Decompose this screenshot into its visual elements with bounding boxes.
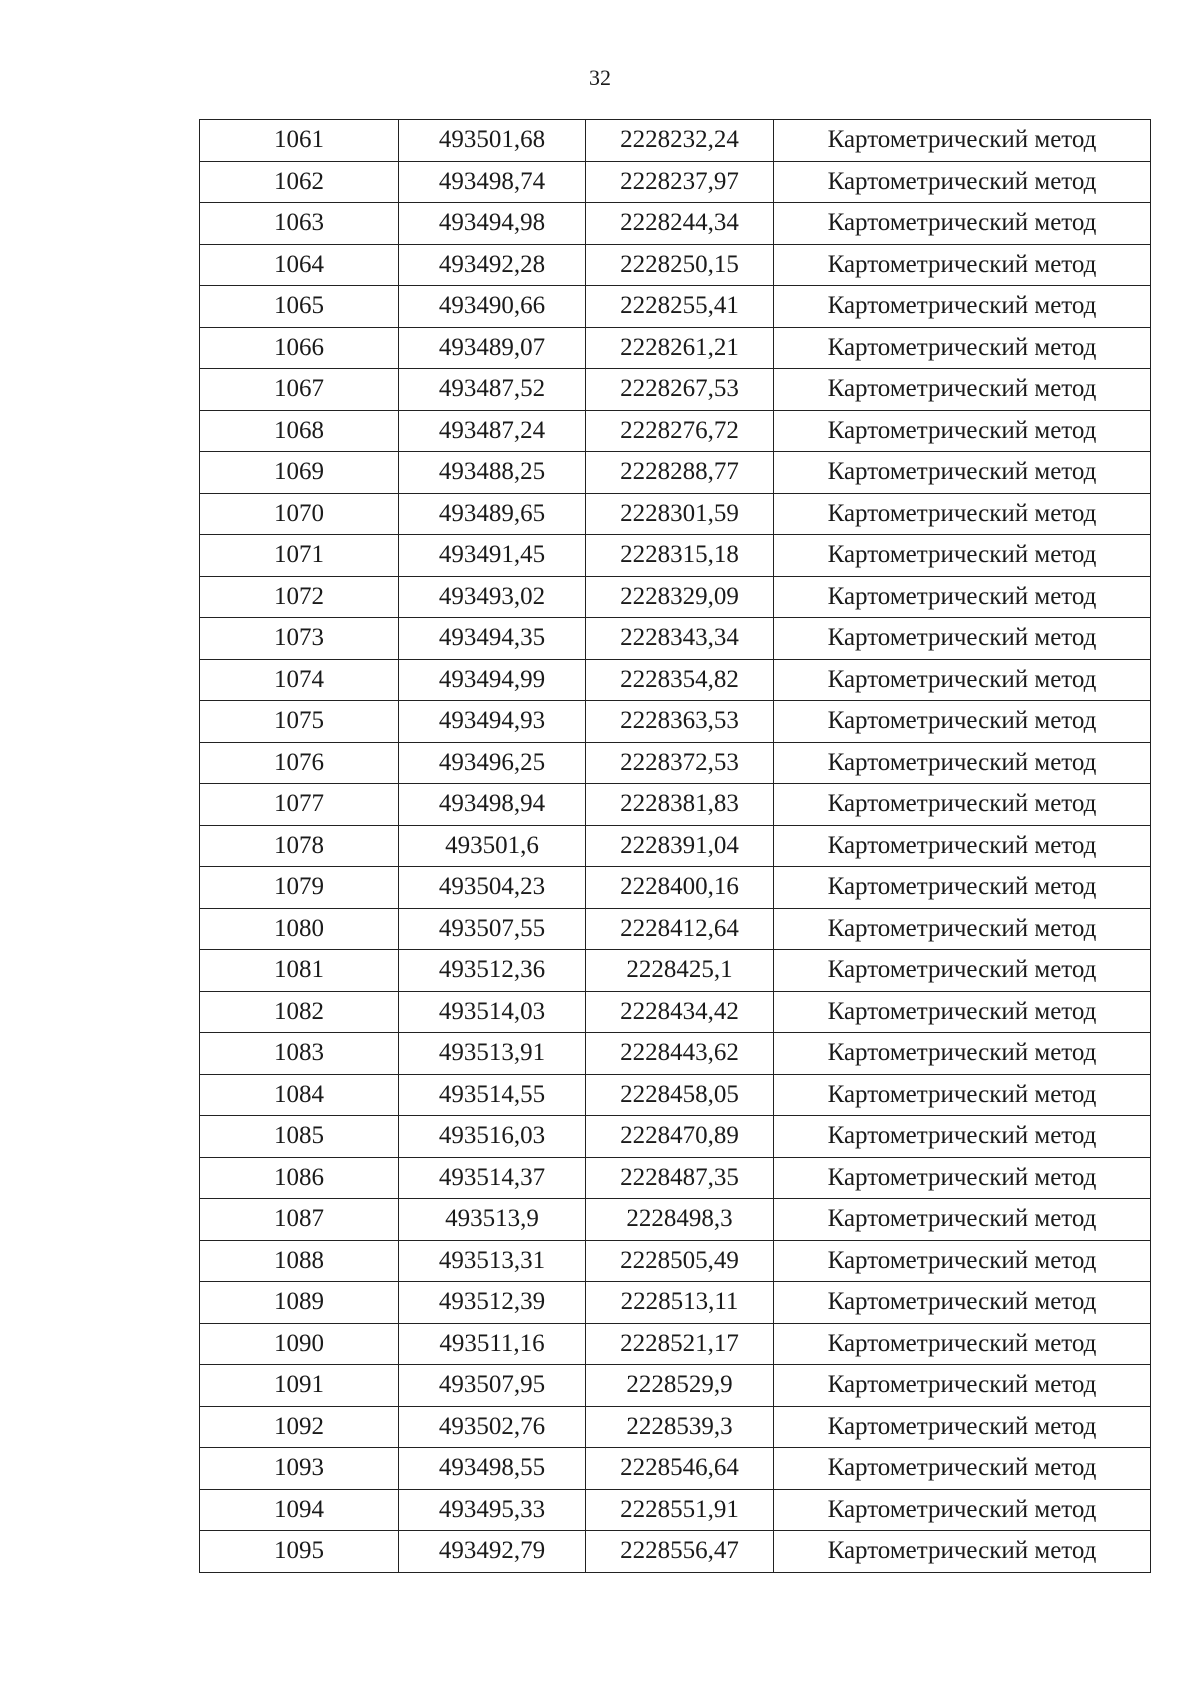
coordinates-table-body	[200, 120, 1151, 1573]
method-cell: Картометрический метод	[774, 1365, 1151, 1407]
method-cell: Картометрический метод	[774, 410, 1151, 452]
x-coordinate-cell: 493490,66	[399, 286, 586, 328]
method-cell: Картометрический метод	[774, 618, 1151, 660]
table-row	[200, 286, 1151, 328]
x-coordinate-cell: 493513,91	[399, 1033, 586, 1075]
x-coordinate-cell: 493514,03	[399, 991, 586, 1033]
x-coordinate-cell: 493501,68	[399, 120, 586, 162]
y-coordinate-cell: 2228505,49	[586, 1240, 774, 1282]
y-coordinate-cell: 2228372,53	[586, 742, 774, 784]
method-cell: Картометрический метод	[774, 203, 1151, 245]
table-row	[200, 1365, 1151, 1407]
page-number: 32	[589, 65, 611, 90]
table-row	[200, 659, 1151, 701]
point-number-cell: 1090	[200, 1323, 399, 1365]
table-row	[200, 618, 1151, 660]
x-coordinate-cell: 493513,31	[399, 1240, 586, 1282]
x-coordinate-cell: 493498,55	[399, 1448, 586, 1490]
point-number-cell: 1081	[200, 950, 399, 992]
table-row	[200, 1033, 1151, 1075]
point-number-cell: 1080	[200, 908, 399, 950]
x-coordinate-cell: 493494,93	[399, 701, 586, 743]
point-number-cell: 1085	[200, 1116, 399, 1158]
point-number-cell: 1079	[200, 867, 399, 909]
x-coordinate-cell: 493494,98	[399, 203, 586, 245]
y-coordinate-cell: 2228487,35	[586, 1157, 774, 1199]
method-cell: Картометрический метод	[774, 327, 1151, 369]
y-coordinate-cell: 2228425,1	[586, 950, 774, 992]
method-cell: Картометрический метод	[774, 784, 1151, 826]
point-number-cell: 1094	[200, 1489, 399, 1531]
y-coordinate-cell: 2228391,04	[586, 825, 774, 867]
x-coordinate-cell: 493502,76	[399, 1406, 586, 1448]
table-row	[200, 452, 1151, 494]
point-number-cell: 1072	[200, 576, 399, 618]
y-coordinate-cell: 2228498,3	[586, 1199, 774, 1241]
point-number-cell: 1091	[200, 1365, 399, 1407]
x-coordinate-cell: 493512,39	[399, 1282, 586, 1324]
point-number-cell: 1061	[200, 120, 399, 162]
table-row	[200, 410, 1151, 452]
table-row	[200, 1448, 1151, 1490]
x-coordinate-cell: 493507,55	[399, 908, 586, 950]
x-coordinate-cell: 493492,79	[399, 1531, 586, 1573]
method-cell: Картометрический метод	[774, 825, 1151, 867]
method-cell: Картометрический метод	[774, 161, 1151, 203]
x-coordinate-cell: 493491,45	[399, 535, 586, 577]
x-coordinate-cell: 493511,16	[399, 1323, 586, 1365]
point-number-cell: 1071	[200, 535, 399, 577]
y-coordinate-cell: 2228343,34	[586, 618, 774, 660]
x-coordinate-cell: 493498,74	[399, 161, 586, 203]
point-number-cell: 1083	[200, 1033, 399, 1075]
y-coordinate-cell: 2228529,9	[586, 1365, 774, 1407]
method-cell: Картометрический метод	[774, 244, 1151, 286]
method-cell: Картометрический метод	[774, 576, 1151, 618]
y-coordinate-cell: 2228434,42	[586, 991, 774, 1033]
method-cell: Картометрический метод	[774, 908, 1151, 950]
method-cell: Картометрический метод	[774, 991, 1151, 1033]
point-number-cell: 1065	[200, 286, 399, 328]
table-row	[200, 825, 1151, 867]
point-number-cell: 1075	[200, 701, 399, 743]
x-coordinate-cell: 493514,37	[399, 1157, 586, 1199]
method-cell: Картометрический метод	[774, 1406, 1151, 1448]
point-number-cell: 1064	[200, 244, 399, 286]
method-cell: Картометрический метод	[774, 1199, 1151, 1241]
x-coordinate-cell: 493507,95	[399, 1365, 586, 1407]
y-coordinate-cell: 2228539,3	[586, 1406, 774, 1448]
x-coordinate-cell: 493488,25	[399, 452, 586, 494]
method-cell: Картометрический метод	[774, 1074, 1151, 1116]
table-row	[200, 369, 1151, 411]
method-cell: Картометрический метод	[774, 120, 1151, 162]
x-coordinate-cell: 493512,36	[399, 950, 586, 992]
method-cell: Картометрический метод	[774, 1282, 1151, 1324]
table-row	[200, 991, 1151, 1033]
y-coordinate-cell: 2228276,72	[586, 410, 774, 452]
table-row	[200, 1116, 1151, 1158]
y-coordinate-cell: 2228354,82	[586, 659, 774, 701]
point-number-cell: 1062	[200, 161, 399, 203]
table-row	[200, 535, 1151, 577]
method-cell: Картометрический метод	[774, 1489, 1151, 1531]
method-cell: Картометрический метод	[774, 1531, 1151, 1573]
method-cell: Картометрический метод	[774, 1157, 1151, 1199]
point-number-cell: 1087	[200, 1199, 399, 1241]
y-coordinate-cell: 2228267,53	[586, 369, 774, 411]
table-row	[200, 576, 1151, 618]
x-coordinate-cell: 493496,25	[399, 742, 586, 784]
x-coordinate-cell: 493498,94	[399, 784, 586, 826]
x-coordinate-cell: 493494,99	[399, 659, 586, 701]
point-number-cell: 1084	[200, 1074, 399, 1116]
table-row	[200, 1323, 1151, 1365]
table-row	[200, 908, 1151, 950]
table-row	[200, 120, 1151, 162]
y-coordinate-cell: 2228255,41	[586, 286, 774, 328]
x-coordinate-cell: 493514,55	[399, 1074, 586, 1116]
x-coordinate-cell: 493495,33	[399, 1489, 586, 1531]
method-cell: Картометрический метод	[774, 369, 1151, 411]
y-coordinate-cell: 2228381,83	[586, 784, 774, 826]
table-row	[200, 784, 1151, 826]
point-number-cell: 1078	[200, 825, 399, 867]
y-coordinate-cell: 2228232,24	[586, 120, 774, 162]
point-number-cell: 1063	[200, 203, 399, 245]
x-coordinate-cell: 493487,24	[399, 410, 586, 452]
point-number-cell: 1067	[200, 369, 399, 411]
method-cell: Картометрический метод	[774, 286, 1151, 328]
x-coordinate-cell: 493492,28	[399, 244, 586, 286]
method-cell: Картометрический метод	[774, 950, 1151, 992]
coordinates-table	[199, 119, 1151, 1573]
method-cell: Картометрический метод	[774, 452, 1151, 494]
x-coordinate-cell: 493513,9	[399, 1199, 586, 1241]
method-cell: Картометрический метод	[774, 1033, 1151, 1075]
table-row	[200, 1282, 1151, 1324]
point-number-cell: 1070	[200, 493, 399, 535]
method-cell: Картометрический метод	[774, 1240, 1151, 1282]
y-coordinate-cell: 2228261,21	[586, 327, 774, 369]
y-coordinate-cell: 2228315,18	[586, 535, 774, 577]
table-row	[200, 203, 1151, 245]
method-cell: Картометрический метод	[774, 742, 1151, 784]
method-cell: Картометрический метод	[774, 867, 1151, 909]
method-cell: Картометрический метод	[774, 659, 1151, 701]
point-number-cell: 1068	[200, 410, 399, 452]
point-number-cell: 1077	[200, 784, 399, 826]
point-number-cell: 1074	[200, 659, 399, 701]
y-coordinate-cell: 2228546,64	[586, 1448, 774, 1490]
point-number-cell: 1095	[200, 1531, 399, 1573]
x-coordinate-cell: 493494,35	[399, 618, 586, 660]
table-row	[200, 1531, 1151, 1573]
method-cell: Картометрический метод	[774, 1448, 1151, 1490]
point-number-cell: 1093	[200, 1448, 399, 1490]
point-number-cell: 1066	[200, 327, 399, 369]
point-number-cell: 1086	[200, 1157, 399, 1199]
x-coordinate-cell: 493504,23	[399, 867, 586, 909]
x-coordinate-cell: 493489,65	[399, 493, 586, 535]
point-number-cell: 1089	[200, 1282, 399, 1324]
table-row	[200, 1199, 1151, 1241]
y-coordinate-cell: 2228250,15	[586, 244, 774, 286]
y-coordinate-cell: 2228521,17	[586, 1323, 774, 1365]
method-cell: Картометрический метод	[774, 493, 1151, 535]
y-coordinate-cell: 2228556,47	[586, 1531, 774, 1573]
table-row	[200, 742, 1151, 784]
table-row	[200, 950, 1151, 992]
table-row	[200, 1157, 1151, 1199]
table-row	[200, 244, 1151, 286]
y-coordinate-cell: 2228329,09	[586, 576, 774, 618]
y-coordinate-cell: 2228244,34	[586, 203, 774, 245]
point-number-cell: 1076	[200, 742, 399, 784]
method-cell: Картометрический метод	[774, 1323, 1151, 1365]
y-coordinate-cell: 2228443,62	[586, 1033, 774, 1075]
table-row	[200, 701, 1151, 743]
y-coordinate-cell: 2228551,91	[586, 1489, 774, 1531]
y-coordinate-cell: 2228513,11	[586, 1282, 774, 1324]
table-row	[200, 493, 1151, 535]
y-coordinate-cell: 2228412,64	[586, 908, 774, 950]
y-coordinate-cell: 2228288,77	[586, 452, 774, 494]
point-number-cell: 1069	[200, 452, 399, 494]
y-coordinate-cell: 2228400,16	[586, 867, 774, 909]
table-row	[200, 1074, 1151, 1116]
table-row	[200, 161, 1151, 203]
x-coordinate-cell: 493489,07	[399, 327, 586, 369]
method-cell: Картометрический метод	[774, 701, 1151, 743]
table-row	[200, 327, 1151, 369]
table-row	[200, 867, 1151, 909]
y-coordinate-cell: 2228458,05	[586, 1074, 774, 1116]
point-number-cell: 1088	[200, 1240, 399, 1282]
table-row	[200, 1489, 1151, 1531]
point-number-cell: 1073	[200, 618, 399, 660]
y-coordinate-cell: 2228470,89	[586, 1116, 774, 1158]
table-row	[200, 1406, 1151, 1448]
x-coordinate-cell: 493501,6	[399, 825, 586, 867]
x-coordinate-cell: 493516,03	[399, 1116, 586, 1158]
y-coordinate-cell: 2228237,97	[586, 161, 774, 203]
method-cell: Картометрический метод	[774, 1116, 1151, 1158]
x-coordinate-cell: 493487,52	[399, 369, 586, 411]
x-coordinate-cell: 493493,02	[399, 576, 586, 618]
y-coordinate-cell: 2228363,53	[586, 701, 774, 743]
point-number-cell: 1092	[200, 1406, 399, 1448]
method-cell: Картометрический метод	[774, 535, 1151, 577]
point-number-cell: 1082	[200, 991, 399, 1033]
y-coordinate-cell: 2228301,59	[586, 493, 774, 535]
table-row	[200, 1240, 1151, 1282]
